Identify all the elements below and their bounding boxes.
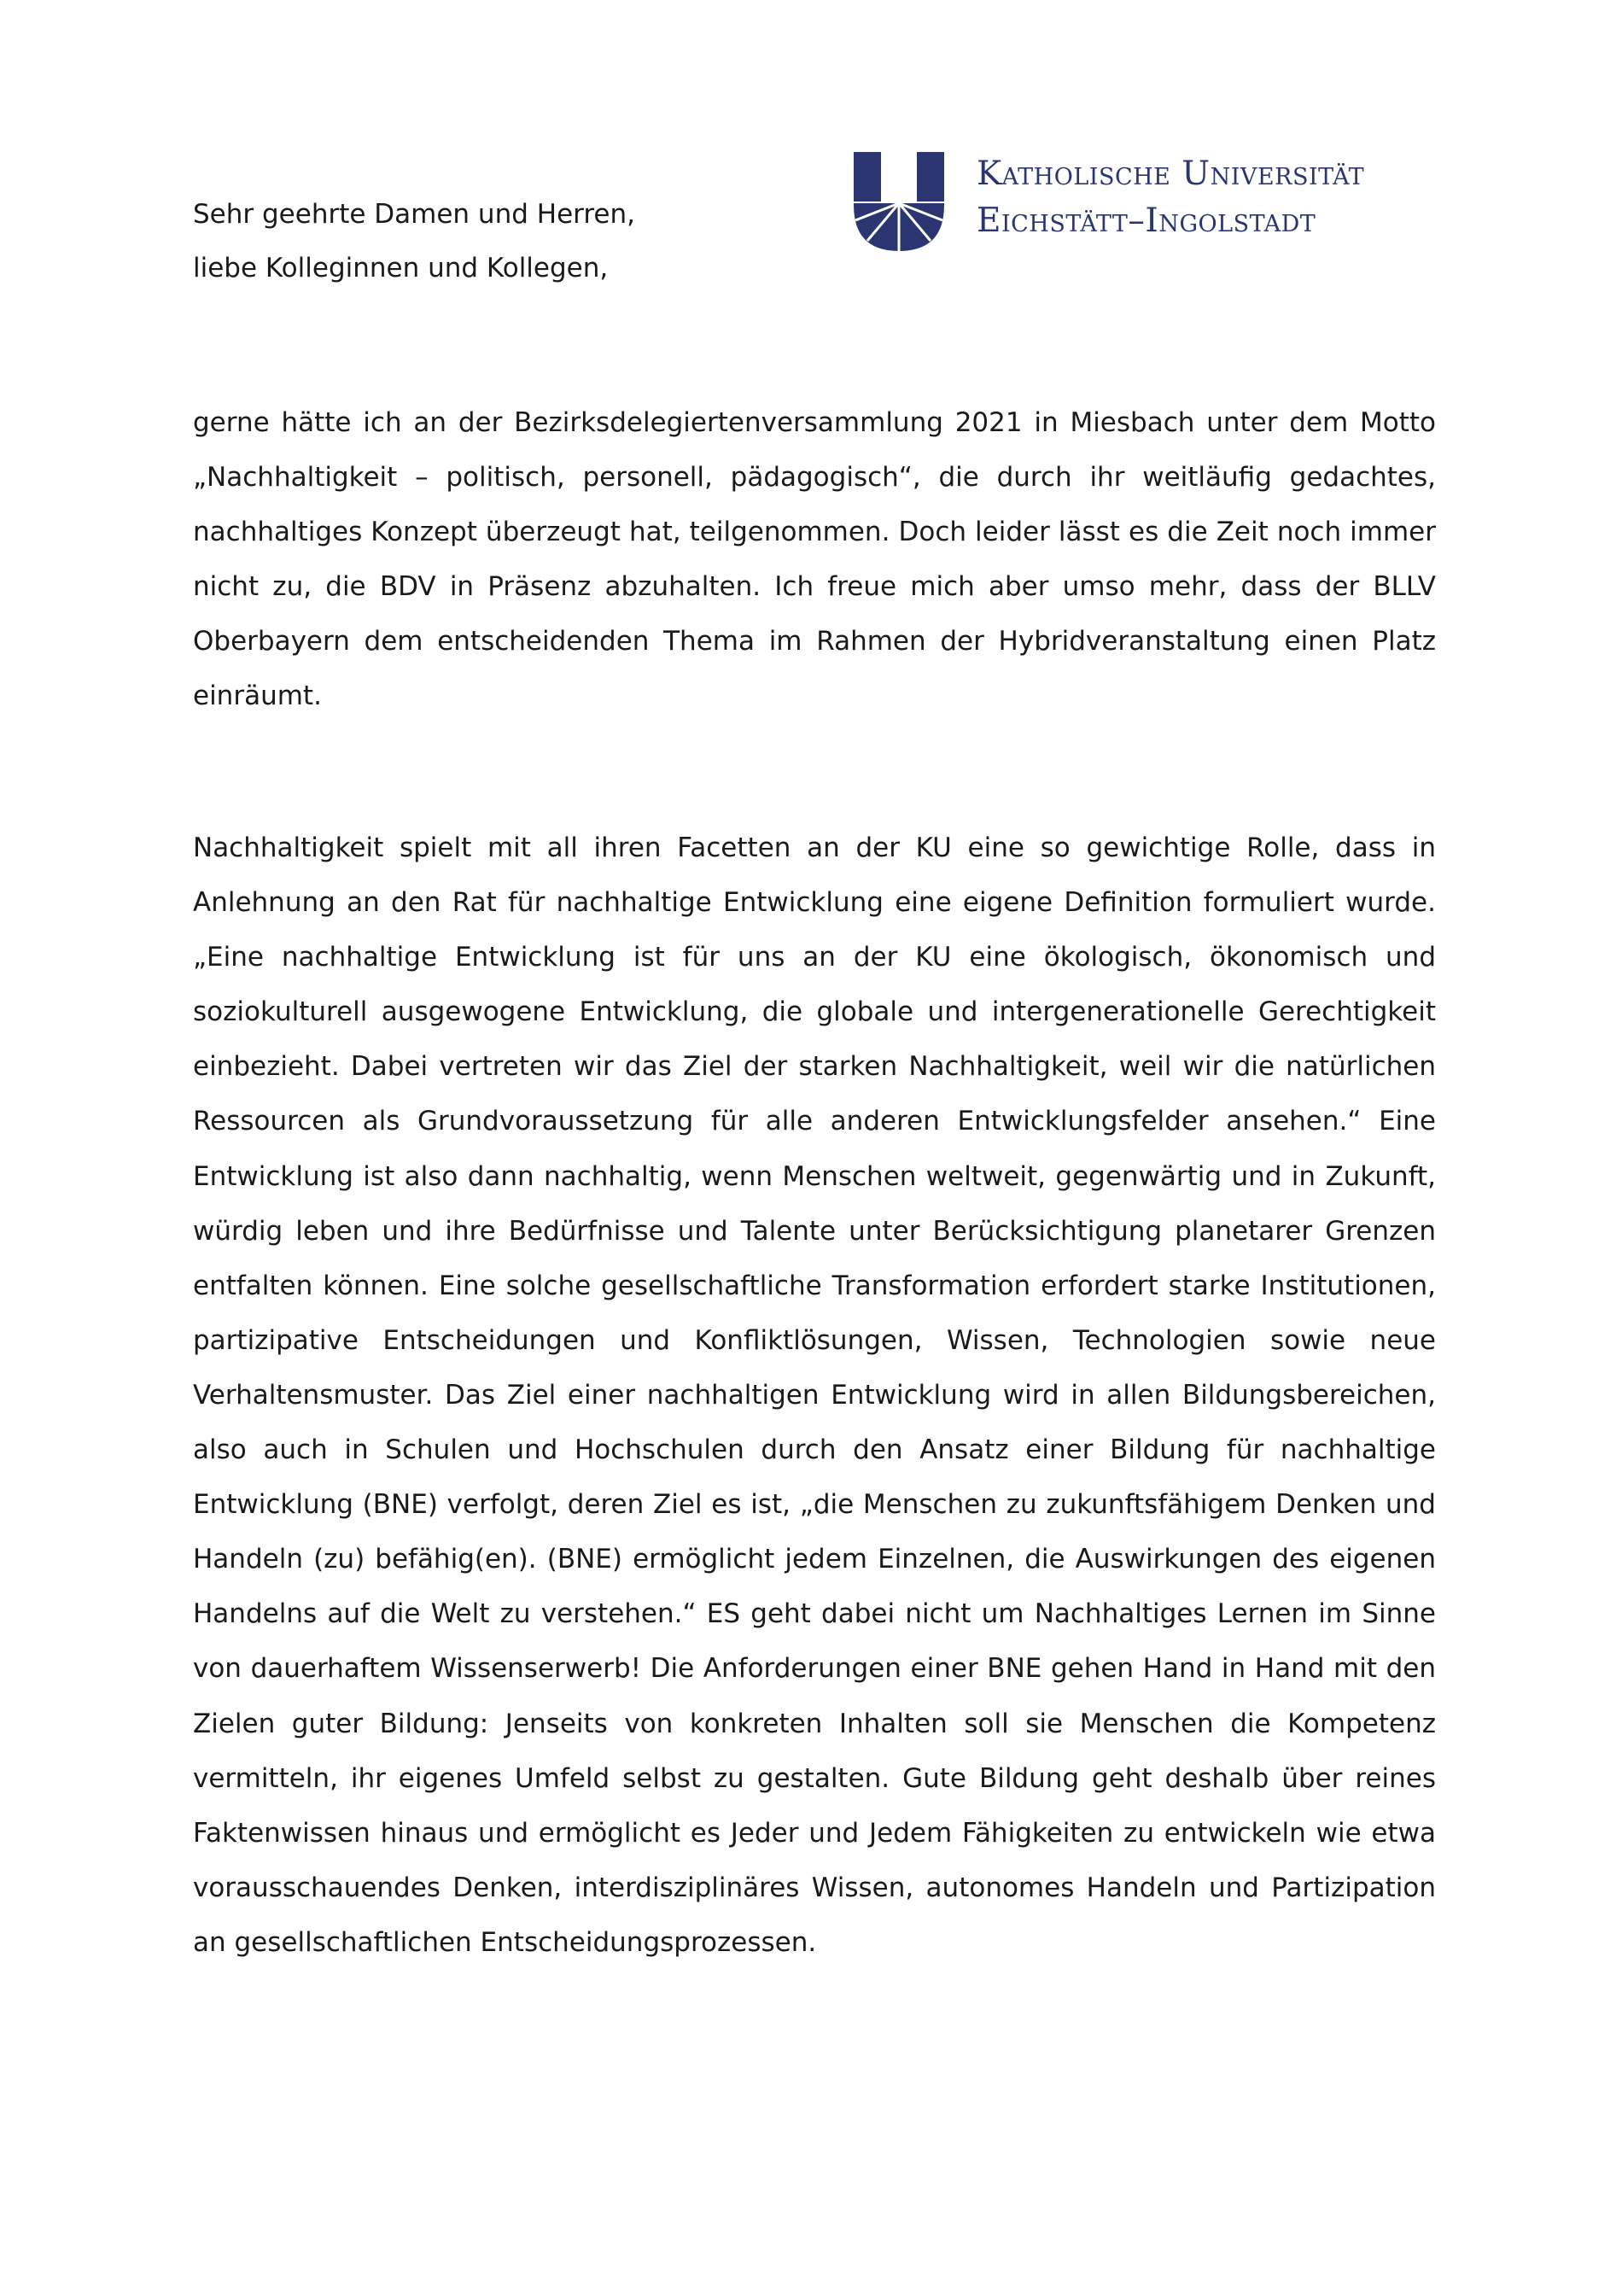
university-name (977, 150, 1455, 244)
salutation-line-1: Sehr geehrte Damen und Herren, (193, 199, 635, 230)
salutation (193, 188, 635, 295)
university-logo (852, 152, 1450, 253)
body-paragraph-2: Nachhaltigkeit spielt mit all ihren Facetten an der KU eine so gewichtige Rolle, dass in Anlehnung an den Rat für nachhaltige Entwicklung eine eigene Definition formuliert wurde. „Eine nachhaltige Entwicklung ist für uns an der KU eine ökologisch, ökonomisch und soziokulturell ausgewogene Entwicklung, die globale und intergenerationelle Gerechtigkeit einbezieht. Dabei vertreten wir das Ziel der starken Nachhaltigkeit, weil wir die natürlichen Ressourcen als Grundvoraussetzung für alle anderen Entwicklungsfelder ansehen.“ Eine Entwicklung ist also dann nachhaltig, wenn Menschen weltweit, gegenwärtig und in Zukunft, würdig leben und ihre Bedürfnisse und Talente unter Berücksichtigung planetarer Grenzen entfalten können. Eine solche gesellschaftliche Transformation erfordert starke Institutionen, partizipative Entscheidungen und Konfliktlösungen, Wissen, Technologien sowie neue Verhaltensmuster. Das Ziel einer nachhaltigen Entwicklung wird in allen Bildungsbereichen, also auch in Schulen und Hochschulen durch den Ansatz einer Bildung für nachhaltige Entwicklung (BNE) verfolgt, deren Ziel es ist, „die Menschen zu zukunftsfähigem Denken und Handeln (zu) befähig(en). (BNE) ermöglicht jedem Einzelnen, die Auswirkungen des eigenen Handelns auf die Welt zu verstehen.“ ES geht dabei nicht um Nachhaltiges Lernen im Sinne von dauerhaftem Wissenserwerb! Die Anforderungen einer BNE gehen Hand in Hand mit den Zielen guter Bildung: Jenseits von konkreten Inhalten soll sie Menschen die Kompetenz vermitteln, ihr eigenes Umfeld selbst zu gestalten. Gute Bildung geht deshalb über reines Faktenwissen hinaus und ermöglicht es Jeder und Jedem Fähigkeiten zu entwickeln wie etwa vorausschauendes Denken, interdisziplinäres Wissen, autonomes Handeln und Partizipation an gesellschaftlichen Entscheidungsprozessen. (193, 833, 1436, 1958)
university-emblem-icon (852, 152, 946, 251)
university-name-line-2: Eichstätt–Ingolstadt (977, 202, 1316, 240)
body-paragraph-1: gerne hätte ich an der Bezirksdelegiertenversammlung 2021 in Miesbach unter dem Motto „Nachhaltigkeit – politisch, personell, pädagogisch“, die durch ihr weitläufig gedachtes, nachhaltiges Konzept überzeugt hat, teilgenommen. Doch leider lässt es die Zeit noch immer nicht zu, die BDV in Präsenz abzuhalten. Ich freue mich aber umso mehr, dass der BLLV Oberbayern dem entscheidenden Thema im Rahmen der Hybridveranstaltung einen Platz einräumt. (193, 407, 1436, 712)
university-name-line-1: Katholische Universität (977, 155, 1365, 193)
salutation-line-2: liebe Kolleginnen und Kollegen, (193, 253, 609, 283)
